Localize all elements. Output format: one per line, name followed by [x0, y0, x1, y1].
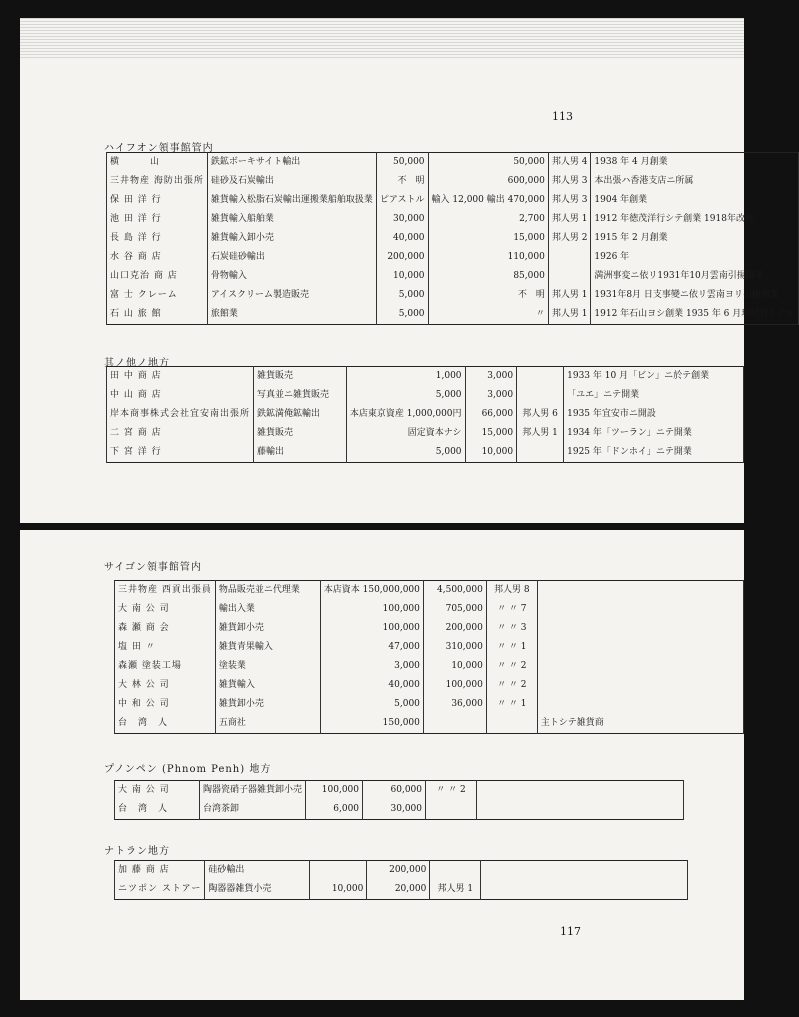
- cell-name: 山口克治 商 店: [107, 267, 208, 286]
- cell-amount: 36,000: [423, 695, 486, 714]
- cell-staff: [548, 248, 591, 267]
- cell-amount: [423, 714, 486, 734]
- cell-staff: 〃 〃 1: [486, 638, 537, 657]
- cell-business: 硅砂及石炭輸出: [207, 172, 376, 191]
- cell-amount: 〃: [428, 305, 548, 325]
- cell-note: 「ユエ」ニテ開業: [564, 386, 744, 405]
- cell-capital: ピアストル: [376, 191, 428, 210]
- cell-note: [477, 800, 684, 820]
- cell-amount: 50,000: [428, 153, 548, 173]
- cell-capital: 40,000: [320, 676, 423, 695]
- table-row: [115, 781, 684, 801]
- cell-business: 写真並ニ雑貨販売: [254, 386, 347, 405]
- cell-staff: 邦人男 1: [517, 424, 564, 443]
- cell-business: 硅砂輸出: [205, 861, 310, 881]
- cell-staff: 〃 〃 2: [426, 781, 477, 801]
- cell-name: 富 士 クレーム: [107, 286, 208, 305]
- cell-name: ニツポン ストアー: [115, 880, 205, 900]
- cell-name: 田 中 商 店: [107, 367, 254, 387]
- cell-capital: 30,000: [376, 210, 428, 229]
- cell-business: 骨物輸入: [207, 267, 376, 286]
- cell-staff: [517, 443, 564, 463]
- cell-business: 雑貨輸入松脂石炭輸出運搬業船舶取扱業: [207, 191, 376, 210]
- table-row: [107, 248, 799, 267]
- cell-name: 下 宮 洋 行: [107, 443, 254, 463]
- section-title-nhatrang: ナトラン地方: [104, 846, 170, 857]
- table-haiphong: [106, 152, 799, 325]
- cell-amount: 85,000: [428, 267, 548, 286]
- cell-note: 1938 年 4 月創業: [591, 153, 798, 173]
- cell-business: 雑貨卸小売: [215, 695, 320, 714]
- cell-business: 陶器瓷硝子器雑貨卸小売: [200, 781, 306, 801]
- cell-amount: 60,000: [363, 781, 426, 801]
- cell-capital: 5,000: [376, 305, 428, 325]
- cell-staff: [426, 800, 477, 820]
- cell-name: 台 湾 人: [115, 714, 216, 734]
- cell-name: 横 山: [107, 153, 208, 173]
- cell-note: 1935 年宜安市ニ開設: [564, 405, 744, 424]
- table-row: [107, 210, 799, 229]
- cell-staff: 邦人男 1: [548, 305, 591, 325]
- cell-capital: 6,000: [306, 800, 363, 820]
- cell-business: 五商社: [215, 714, 320, 734]
- cell-amount: 4,500,000: [423, 581, 486, 601]
- cell-name: 大 林 公 司: [115, 676, 216, 695]
- table-row: [115, 800, 684, 820]
- table-row: [115, 714, 744, 734]
- cell-name: 森瀬 塗装工場: [115, 657, 216, 676]
- scan-artifact: [20, 18, 744, 58]
- cell-staff: 邦人男 1: [548, 210, 591, 229]
- cell-staff: 〃 〃 2: [486, 657, 537, 676]
- cell-amount: 10,000: [423, 657, 486, 676]
- cell-capital: 本店東京資産 1,000,000円: [346, 405, 465, 424]
- cell-amount: 3,000: [465, 367, 517, 387]
- cell-capital: [310, 861, 367, 881]
- cell-staff: 邦人男 1: [548, 286, 591, 305]
- cell-capital: 47,000: [320, 638, 423, 657]
- cell-amount: 10,000: [465, 443, 517, 463]
- cell-note: 満洲事変ニ依リ1931年10月雲南引揚閉業: [591, 267, 798, 286]
- cell-name: 森 瀬 商 会: [115, 619, 216, 638]
- table-row: [107, 367, 744, 387]
- cell-staff: 〃 〃 3: [486, 619, 537, 638]
- cell-staff: 邦人男 3: [548, 191, 591, 210]
- cell-amount: 30,000: [363, 800, 426, 820]
- cell-name: 大 南 公 司: [115, 600, 216, 619]
- cell-note: 主トシテ雑貨商: [537, 714, 743, 734]
- cell-amount: 2,700: [428, 210, 548, 229]
- cell-business: 台湾茶卸: [200, 800, 306, 820]
- cell-capital: 不 明: [376, 172, 428, 191]
- table-phnom-penh: [114, 780, 684, 820]
- cell-capital: 1,000: [346, 367, 465, 387]
- cell-business: 雑貨販売: [254, 367, 347, 387]
- table-row: [107, 191, 799, 210]
- cell-business: 藤輸出: [254, 443, 347, 463]
- table-row: [107, 172, 799, 191]
- cell-staff: 邦人男 3: [548, 172, 591, 191]
- cell-capital: 100,000: [320, 600, 423, 619]
- table-row: [107, 229, 799, 248]
- cell-amount: 200,000: [367, 861, 430, 881]
- table-row: [107, 405, 744, 424]
- cell-capital: 5,000: [320, 695, 423, 714]
- cell-business: アイスクリーム製造販売: [207, 286, 376, 305]
- cell-amount: 3,000: [465, 386, 517, 405]
- section-title-others: 其ノ他ノ地方: [104, 358, 170, 369]
- cell-business: 石炭硅砂輸出: [207, 248, 376, 267]
- cell-note: [477, 781, 684, 801]
- cell-name: 保 田 洋 行: [107, 191, 208, 210]
- cell-amount: 705,000: [423, 600, 486, 619]
- cell-business: 雑貨販売: [254, 424, 347, 443]
- table-row: [107, 443, 744, 463]
- cell-business: 輸出入業: [215, 600, 320, 619]
- cell-name: 二 宮 商 店: [107, 424, 254, 443]
- cell-staff: 邦人男 8: [486, 581, 537, 601]
- table-row: [107, 153, 799, 173]
- cell-name: 三井物産 海防出張所: [107, 172, 208, 191]
- table-row: [107, 305, 799, 325]
- table-row: [115, 619, 744, 638]
- cell-name: 石 山 旅 館: [107, 305, 208, 325]
- table-row: [115, 581, 744, 601]
- table-others: [106, 366, 744, 463]
- cell-capital: 100,000: [320, 619, 423, 638]
- cell-staff: 邦人男 2: [548, 229, 591, 248]
- cell-note: [481, 861, 688, 881]
- cell-note: [537, 638, 743, 657]
- cell-business: 陶器器雑貨小売: [205, 880, 310, 900]
- cell-business: 塗装業: [215, 657, 320, 676]
- cell-note: 1912 年石山ヨシ創業 1935 年 6 月現経営トナル: [591, 305, 798, 325]
- cell-capital: 5,000: [346, 386, 465, 405]
- cell-name: 水 谷 商 店: [107, 248, 208, 267]
- cell-name: 池 田 洋 行: [107, 210, 208, 229]
- cell-note: 1915 年 2 月創業: [591, 229, 798, 248]
- cell-note: [537, 600, 743, 619]
- cell-staff: 〃 〃 1: [486, 695, 537, 714]
- cell-name: 大 南 公 司: [115, 781, 200, 801]
- cell-capital: 10,000: [376, 267, 428, 286]
- cell-note: 1925 年「ドンホイ」ニテ開業: [564, 443, 744, 463]
- cell-amount: 100,000: [423, 676, 486, 695]
- cell-amount: 20,000: [367, 880, 430, 900]
- table-row: [115, 676, 744, 695]
- table-row: [115, 861, 688, 881]
- cell-staff: [486, 714, 537, 734]
- cell-amount: 15,000: [428, 229, 548, 248]
- cell-note: 1912 年徳茂洋行シテ創業 1918年改称: [591, 210, 798, 229]
- cell-staff: [548, 267, 591, 286]
- cell-staff: 〃 〃 7: [486, 600, 537, 619]
- cell-name: 塩 田 〃: [115, 638, 216, 657]
- cell-business: 雑貨輸入卸小売: [207, 229, 376, 248]
- cell-amount: 110,000: [428, 248, 548, 267]
- cell-staff: 〃 〃 2: [486, 676, 537, 695]
- cell-amount: 15,000: [465, 424, 517, 443]
- cell-business: 雑貨卸小売: [215, 619, 320, 638]
- table-row: [107, 286, 799, 305]
- cell-business: 鉄鉱ボーキサイト輸出: [207, 153, 376, 173]
- cell-name: 加 藤 商 店: [115, 861, 205, 881]
- section-title-haiphong: ハイフオン領事館管内: [104, 143, 214, 154]
- cell-capital: 40,000: [376, 229, 428, 248]
- cell-note: 1926 年: [591, 248, 798, 267]
- cell-name: 中 和 公 司: [115, 695, 216, 714]
- cell-note: 1934 年「ツーラン」ニテ開業: [564, 424, 744, 443]
- section-title-saigon: サイゴン領事館管内: [104, 562, 202, 573]
- cell-capital: 200,000: [376, 248, 428, 267]
- cell-staff: 邦人男 4: [548, 153, 591, 173]
- cell-capital: 5,000: [376, 286, 428, 305]
- cell-note: [537, 657, 743, 676]
- scan-page-top: [20, 18, 795, 523]
- cell-name: 三井物産 西貢出張員: [115, 581, 216, 601]
- cell-note: [481, 880, 688, 900]
- cell-capital: 50,000: [376, 153, 428, 173]
- table-row: [115, 657, 744, 676]
- cell-capital: 100,000: [306, 781, 363, 801]
- cell-staff: [517, 367, 564, 387]
- cell-note: 1933 年 10 月「ビン」ニ於テ創業: [564, 367, 744, 387]
- cell-name: 岸本商事株式会社宜安南出張所: [107, 405, 254, 424]
- page-number: 117: [560, 925, 581, 938]
- table-saigon: [114, 580, 744, 734]
- cell-staff: [430, 861, 481, 881]
- cell-capital: 150,000: [320, 714, 423, 734]
- cell-note: [537, 619, 743, 638]
- cell-name: 長 島 洋 行: [107, 229, 208, 248]
- table-row: [107, 386, 744, 405]
- cell-business: 雑貨青果輸入: [215, 638, 320, 657]
- cell-amount: 600,000: [428, 172, 548, 191]
- cell-business: 旅館業: [207, 305, 376, 325]
- cell-amount: 200,000: [423, 619, 486, 638]
- table-row: [107, 424, 744, 443]
- cell-note: 1904 年創業: [591, 191, 798, 210]
- scan-page-bottom: [20, 530, 744, 1000]
- cell-note: 1931年8月 日支事變ニ依リ雲南ヨリ引揚開業: [591, 286, 798, 305]
- cell-name: 中 山 商 店: [107, 386, 254, 405]
- cell-note: [537, 695, 743, 714]
- cell-name: 台 湾 人: [115, 800, 200, 820]
- table-row: [115, 600, 744, 619]
- cell-note: [537, 676, 743, 695]
- cell-amount: 輸入 12,000 輸出 470,000: [428, 191, 548, 210]
- table-row: [115, 695, 744, 714]
- table-nhatrang: [114, 860, 688, 900]
- cell-amount: 310,000: [423, 638, 486, 657]
- cell-capital: 固定資本ナシ: [346, 424, 465, 443]
- cell-staff: 邦人男 1: [430, 880, 481, 900]
- cell-capital: 3,000: [320, 657, 423, 676]
- cell-capital: 10,000: [310, 880, 367, 900]
- page-number: 113: [552, 110, 573, 123]
- cell-note: [537, 581, 743, 601]
- cell-business: 雑貨輸入船舶業: [207, 210, 376, 229]
- table-row: [115, 638, 744, 657]
- table-row: [115, 880, 688, 900]
- table-row: [107, 267, 799, 286]
- cell-amount: 66,000: [465, 405, 517, 424]
- cell-note: 本出張ハ香港支店ニ所属: [591, 172, 798, 191]
- cell-staff: [517, 386, 564, 405]
- cell-business: 鉄鉱満俺鉱輸出: [254, 405, 347, 424]
- cell-capital: 本店資本 150,000,000: [320, 581, 423, 601]
- section-title-phnom-penh: プノンペン (Phnom Penh) 地方: [104, 764, 272, 775]
- cell-business: 物品販売並ニ代理業: [215, 581, 320, 601]
- cell-amount: 不 明: [428, 286, 548, 305]
- cell-business: 雑貨輸入: [215, 676, 320, 695]
- cell-staff: 邦人男 6: [517, 405, 564, 424]
- cell-capital: 5,000: [346, 443, 465, 463]
